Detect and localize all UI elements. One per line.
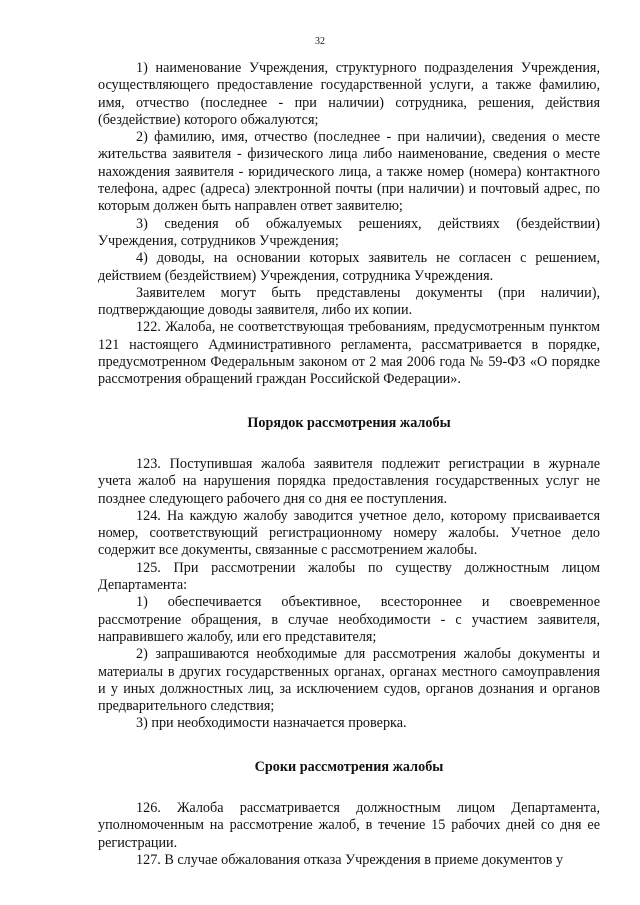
paragraph-item-2: 2) фамилию, имя, отчество (последнее - при наличии), сведения о месте жительства заявителя - физического лица либо наименование, сведения о месте нахождения заявителя - юридического лица, а также номер (номера) контактного телефона, адрес (адреса) электронной почты (при наличии) и почтовый адрес, по которым должен быть направлен ответ заявителю; bbox=[98, 129, 600, 215]
page-number: 32 bbox=[315, 36, 325, 47]
paragraph-item-3: 3) сведения об обжалуемых решениях, действиях (бездействии) Учреждения, сотрудников Учреждения; bbox=[98, 215, 600, 249]
paragraph-125: 125. При рассмотрении жалобы по существу должностным лицом Департамента: bbox=[98, 559, 600, 594]
paragraph-126: 126. Жалоба рассматривается должностным лицом Департамента, уполномоченным на рассмотрение жалоб, в течение 15 рабочих дней со дня ее регистрации. bbox=[98, 799, 600, 851]
paragraph-documents: Заявителем могут быть представлены документы (при наличии), подтверждающие доводы заявителя, либо их копии. bbox=[98, 284, 600, 319]
paragraph-125-item-3: 3) при необходимости назначается проверка. bbox=[136, 715, 407, 732]
section-heading-review-deadlines: Сроки рассмотрения жалобы bbox=[254, 758, 444, 775]
document-body bbox=[98, 60, 600, 869]
paragraph-item-1: 1) наименование Учреждения, структурного подразделения Учреждения, осуществляющего предоставление государственной услуги, а также фамилию, имя, отчество (последнее - при наличии) сотрудника, решения, действия (бездействие) которого обжалуются; bbox=[98, 60, 600, 128]
paragraph-125-item-1: 1) обеспечивается объективное, всестороннее и своевременное рассмотрение обращения, в случае необходимости - с участием заявителя, направившего жалобу, или его представителя; bbox=[98, 594, 600, 645]
paragraph-125-item-2: 2) запрашиваются необходимые для рассмотрения жалобы документы и материалы в других государственных органах, органах местного самоуправления и у иных должностных лиц, за исключением судов, органов дознания и органов предварительного следствия; bbox=[98, 646, 600, 715]
paragraph-124: 124. На каждую жалобу заводится учетное дело, которому присваивается номер, соответствующий регистрационному номеру жалобы. Учетное дело содержит все документы, связанные с рассмотрением жалобы. bbox=[98, 507, 600, 559]
paragraph-122: 122. Жалоба, не соответствующая требованиям, предусмотренным пунктом 121 настоящего Административного регламента, рассматривается в порядке, предусмотренном Федеральным законом от 2 мая 2006 года № 59-ФЗ «О порядке рассмотрения обращений граждан Российской Федерации». bbox=[98, 319, 600, 388]
section-heading-review-procedure: Порядок рассмотрения жалобы bbox=[247, 414, 451, 431]
paragraph-item-4: 4) доводы, на основании которых заявитель не согласен с решением, действием (бездействием) Учреждения, сотрудника Учреждения. bbox=[98, 250, 600, 284]
paragraph-127: 127. В случае обжалования отказа Учреждения в приеме документов у bbox=[136, 851, 564, 868]
paragraph-123: 123. Поступившая жалоба заявителя подлежит регистрации в журнале учета жалоб на нарушения порядка предоставления государственных услуг не позднее следующего рабочего дня со дня ее поступления. bbox=[98, 455, 600, 507]
